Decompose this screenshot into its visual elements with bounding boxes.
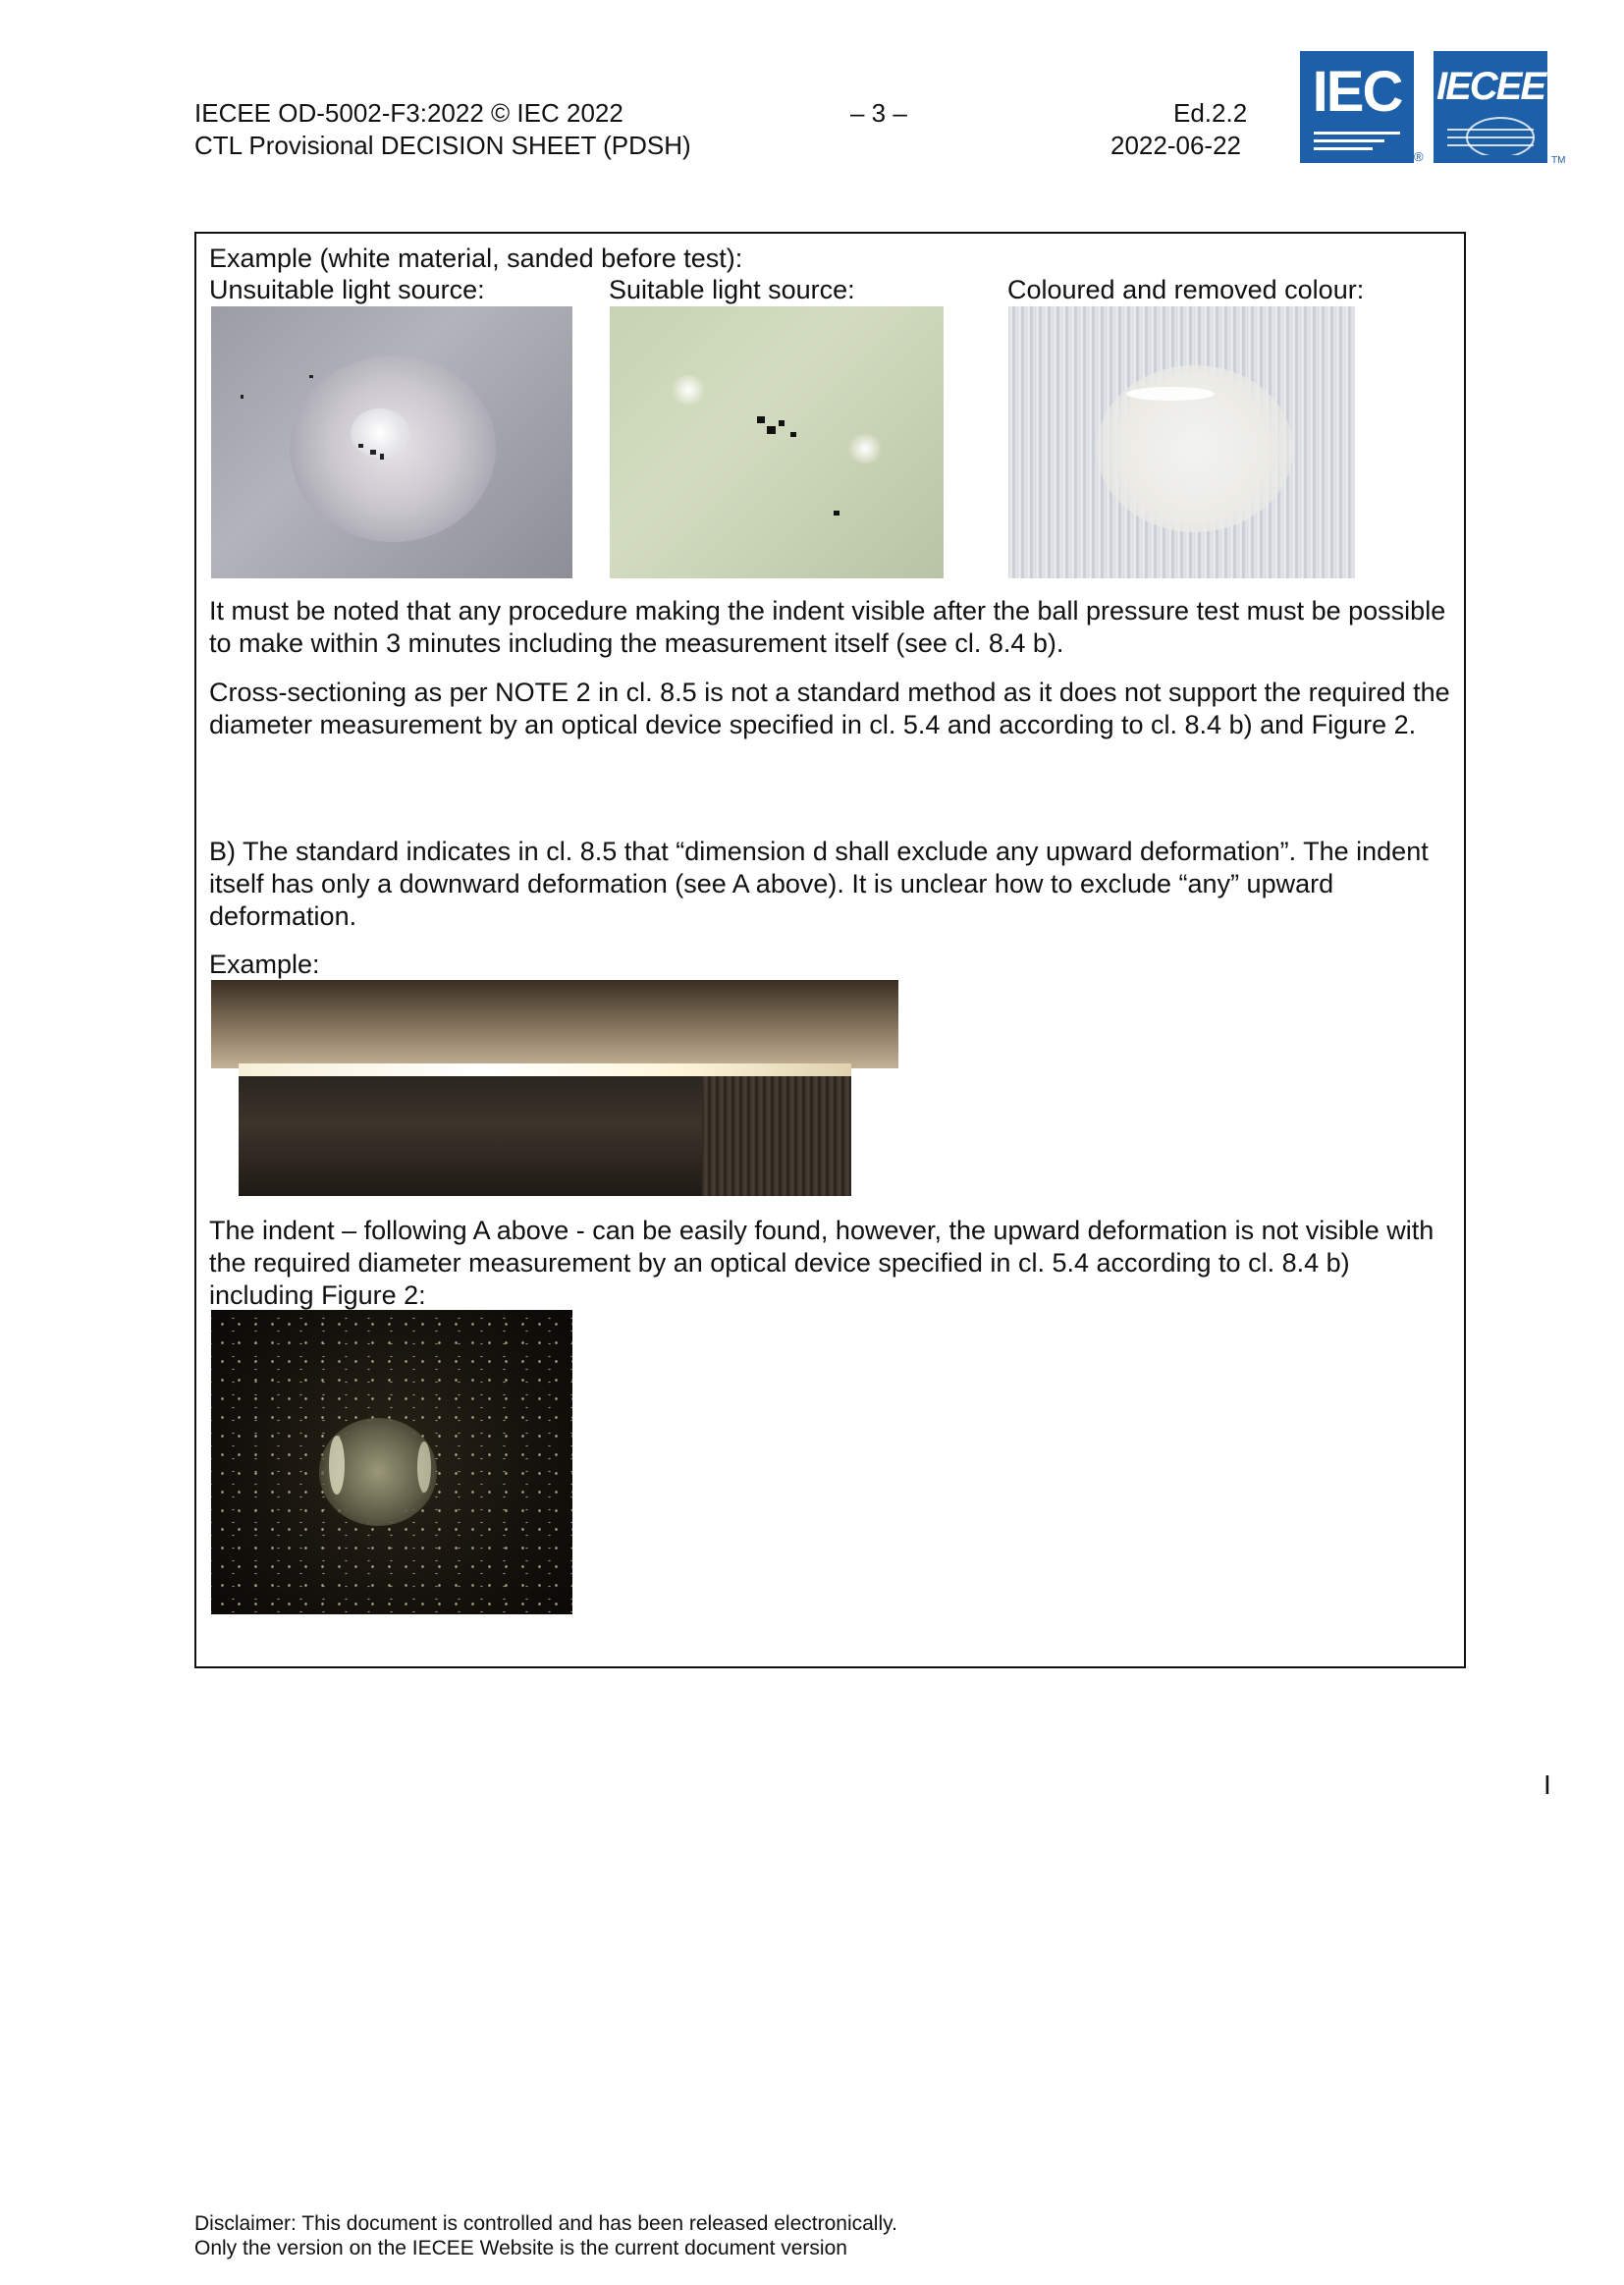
footer-disclaimer-line1: Disclaimer: This document is controlled and has been released electronically.	[194, 2212, 897, 2235]
photo-side-view	[211, 980, 898, 1196]
iecee-logo-text: IECEE	[1435, 65, 1545, 108]
iec-logo-text: IEC	[1312, 60, 1402, 124]
change-bar-mark: I	[1543, 1769, 1551, 1800]
paragraph-indent-found: The indent – following A above - can be easily found, however, the upward deformation is not visible with the required diameter measurement by an optical device specified in cl. 5.4 according to cl. 8.4 b) including Figure 2:	[209, 1216, 1435, 1310]
header-page-number: – 3 –	[850, 98, 907, 128]
photo-dark-indent	[211, 1310, 572, 1614]
footer-disclaimer-line2: Only the version on the IECEE Website is the current document version	[194, 2237, 847, 2259]
paragraph-upward-deformation: B) The standard indicates in cl. 8.5 that “dimension d shall exclude any upward deformation”. The indent itself has only a downward deformation (see A above). It is unclear how to exclude “any” upward deformation.	[209, 837, 1429, 931]
caption-unsuitable-light: Unsuitable light source:	[209, 275, 485, 304]
iec-logo-stripe	[1314, 132, 1400, 135]
trademark-mark: TM	[1551, 155, 1566, 166]
header-date: 2022-06-22	[1110, 131, 1241, 160]
photo-unsuitable-light	[211, 306, 572, 578]
iecee-logo	[1434, 51, 1547, 163]
caption-coloured: Coloured and removed colour:	[1007, 275, 1365, 304]
registered-mark: ®	[1414, 149, 1424, 164]
paragraph-time-limit: It must be noted that any procedure making the indent visible after the ball pressure test must be possible to make within 3 minutes including the measurement itself (see cl. 8.4 b).	[209, 596, 1446, 658]
header-edition: Ed.2.2	[1173, 98, 1248, 128]
globe-icon	[1443, 108, 1538, 155]
example-label: Example:	[209, 950, 320, 979]
iec-logo-stripe	[1314, 147, 1373, 150]
caption-suitable-light: Suitable light source:	[609, 275, 855, 304]
iec-logo-stripe	[1314, 139, 1384, 142]
header-doc-id: IECEE OD-5002-F3:2022 © IEC 2022	[194, 98, 623, 128]
paragraph-cross-sectioning: Cross-sectioning as per NOTE 2 in cl. 8.5 is not a standard method as it does not support the required the diameter measurement by an optical device specified in cl. 5.4 and according to cl. 8.4 b) and Figure 2.	[209, 678, 1450, 739]
photo-suitable-light	[610, 306, 944, 578]
photo-coloured-removed	[1008, 306, 1355, 578]
header-doc-type: CTL Provisional DECISION SHEET (PDSH)	[194, 131, 691, 160]
example-heading: Example (white material, sanded before test):	[209, 244, 743, 273]
iec-logo	[1300, 51, 1414, 163]
